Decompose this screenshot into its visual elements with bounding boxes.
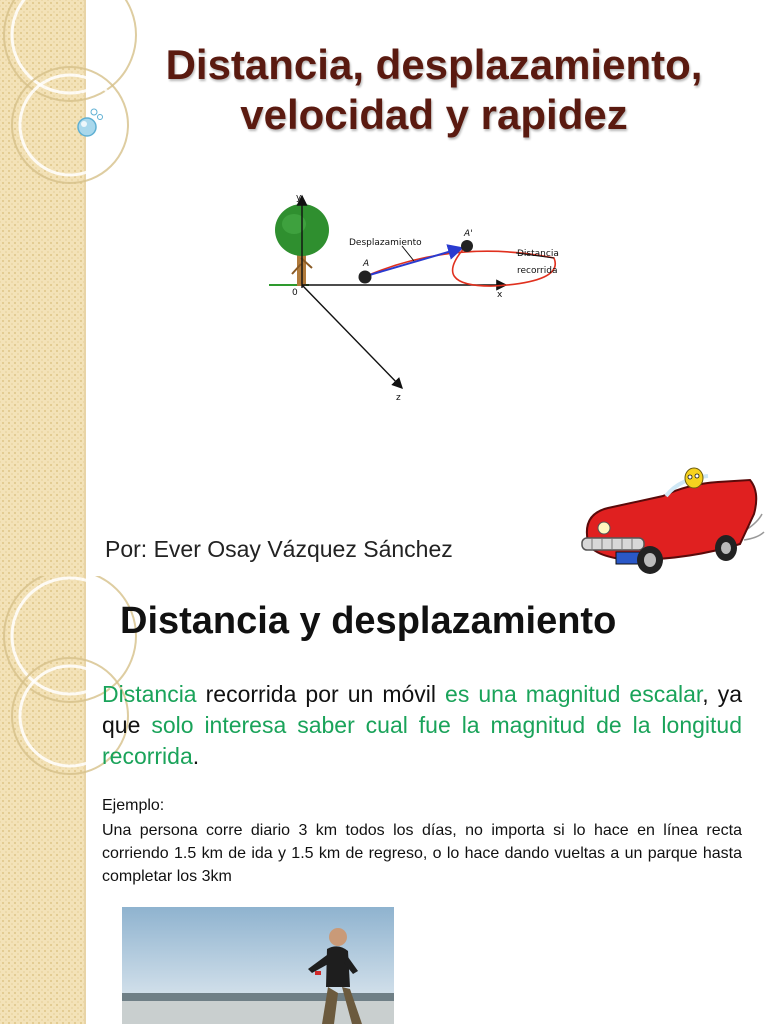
desplazamiento-pointer bbox=[402, 246, 414, 261]
label-origin: 0 bbox=[292, 288, 298, 298]
paragraph-text: recorrida por un móvil bbox=[196, 681, 446, 707]
runner-image bbox=[122, 907, 394, 1024]
label-x: x bbox=[497, 290, 503, 300]
label-distancia: Distancia bbox=[517, 249, 559, 259]
definition-paragraph bbox=[102, 679, 742, 772]
point-a-prime bbox=[461, 240, 473, 252]
z-axis bbox=[302, 285, 402, 388]
highlight-magnitud-escalar: es una magnitud escalar bbox=[445, 681, 703, 707]
label-a-prime: A' bbox=[464, 229, 473, 239]
paragraph-text: , ya que bbox=[102, 681, 743, 738]
example-text: Una persona corre diario 3 km todos los días, no importa si lo hace en línea recta corriendo 1.5 km de ida y 1.5 km de regreso, o lo hace dando vueltas a un parque hasta completar los 3km bbox=[102, 822, 742, 885]
highlight-longitud-recorrida: solo interesa saber cual fue la magnitud de la longitud recorrida bbox=[102, 712, 742, 769]
example-label: Ejemplo: bbox=[102, 797, 165, 814]
runner-photo bbox=[122, 907, 394, 1024]
cartoon-car-icon bbox=[568, 452, 768, 576]
section-title: Distancia y desplazamiento bbox=[120, 600, 617, 642]
displacement-arrow bbox=[366, 248, 462, 276]
term-distancia: Distancia bbox=[102, 681, 197, 707]
paragraph-text: . bbox=[192, 743, 200, 769]
label-y: y bbox=[296, 193, 302, 203]
point-a bbox=[359, 271, 372, 284]
slide-title-text: Distancia, desplazamiento, velocidad y rapidez bbox=[165, 41, 703, 138]
label-desplazamiento: Desplazamiento bbox=[349, 238, 422, 248]
label-a: A bbox=[363, 259, 370, 269]
label-recorrida: recorrida bbox=[517, 266, 558, 276]
label-z: z bbox=[396, 393, 401, 403]
motion-diagram bbox=[254, 186, 584, 406]
author-line: Por: Ever Osay Vázquez Sánchez bbox=[105, 536, 453, 562]
